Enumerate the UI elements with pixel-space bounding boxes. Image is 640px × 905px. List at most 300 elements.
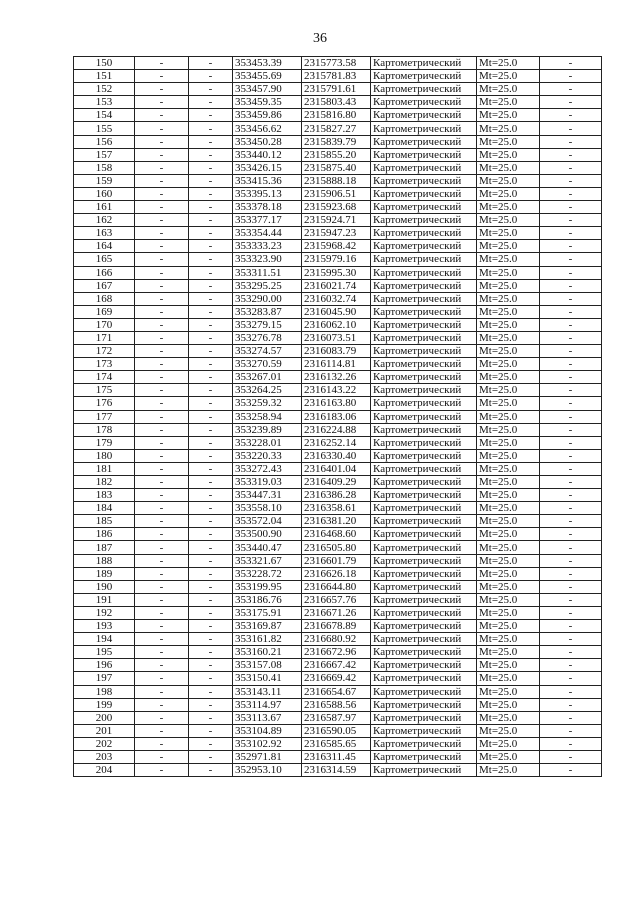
empty-cell-1: -	[135, 135, 189, 148]
table-row	[74, 567, 602, 580]
empty-cell-3: -	[540, 764, 602, 777]
empty-cell-2: -	[189, 685, 233, 698]
empty-cell-3: -	[540, 96, 602, 109]
accuracy-cell: Mt=25.0	[477, 541, 540, 554]
method-cell: Картометрический	[371, 672, 477, 685]
method-cell: Картометрический	[371, 711, 477, 724]
y-coordinate-cell: 2315803.43	[302, 96, 371, 109]
point-number-cell: 181	[74, 462, 135, 475]
table-row	[74, 659, 602, 672]
empty-cell-1: -	[135, 83, 189, 96]
y-coordinate-cell: 2316073.51	[302, 331, 371, 344]
x-coordinate-cell: 353378.18	[233, 201, 302, 214]
method-cell: Картометрический	[371, 214, 477, 227]
empty-cell-1: -	[135, 554, 189, 567]
empty-cell-1: -	[135, 57, 189, 70]
empty-cell-2: -	[189, 227, 233, 240]
method-cell: Картометрический	[371, 397, 477, 410]
accuracy-cell: Mt=25.0	[477, 174, 540, 187]
point-number-cell: 154	[74, 109, 135, 122]
empty-cell-3: -	[540, 410, 602, 423]
accuracy-cell: Mt=25.0	[477, 672, 540, 685]
page-number: 36	[313, 31, 327, 46]
point-number-cell: 163	[74, 227, 135, 240]
table-row	[74, 436, 602, 449]
point-number-cell: 195	[74, 646, 135, 659]
point-number-cell: 175	[74, 384, 135, 397]
x-coordinate-cell: 353283.87	[233, 305, 302, 318]
empty-cell-3: -	[540, 436, 602, 449]
x-coordinate-cell: 353321.67	[233, 554, 302, 567]
y-coordinate-cell: 2316032.74	[302, 292, 371, 305]
empty-cell-2: -	[189, 148, 233, 161]
accuracy-cell: Mt=25.0	[477, 515, 540, 528]
point-number-cell: 194	[74, 633, 135, 646]
table-row	[74, 476, 602, 489]
empty-cell-1: -	[135, 305, 189, 318]
point-number-cell: 160	[74, 187, 135, 200]
empty-cell-1: -	[135, 423, 189, 436]
x-coordinate-cell: 353295.25	[233, 279, 302, 292]
x-coordinate-cell: 353228.72	[233, 567, 302, 580]
y-coordinate-cell: 2316671.26	[302, 606, 371, 619]
table-row	[74, 541, 602, 554]
empty-cell-2: -	[189, 633, 233, 646]
empty-cell-2: -	[189, 331, 233, 344]
y-coordinate-cell: 2316163.80	[302, 397, 371, 410]
empty-cell-3: -	[540, 580, 602, 593]
point-number-cell: 202	[74, 737, 135, 750]
accuracy-cell: Mt=25.0	[477, 214, 540, 227]
empty-cell-2: -	[189, 580, 233, 593]
empty-cell-2: -	[189, 266, 233, 279]
method-cell: Картометрический	[371, 345, 477, 358]
empty-cell-2: -	[189, 750, 233, 763]
x-coordinate-cell: 353447.31	[233, 489, 302, 502]
x-coordinate-cell: 353459.86	[233, 109, 302, 122]
point-number-cell: 170	[74, 318, 135, 331]
y-coordinate-cell: 2316045.90	[302, 305, 371, 318]
method-cell: Картометрический	[371, 724, 477, 737]
empty-cell-1: -	[135, 737, 189, 750]
accuracy-cell: Mt=25.0	[477, 266, 540, 279]
empty-cell-2: -	[189, 646, 233, 659]
table-row	[74, 227, 602, 240]
empty-cell-3: -	[540, 633, 602, 646]
x-coordinate-cell: 353453.39	[233, 57, 302, 70]
method-cell: Картометрический	[371, 554, 477, 567]
y-coordinate-cell: 2316590.05	[302, 724, 371, 737]
point-number-cell: 173	[74, 358, 135, 371]
x-coordinate-cell: 353290.00	[233, 292, 302, 305]
y-coordinate-cell: 2315855.20	[302, 148, 371, 161]
point-number-cell: 179	[74, 436, 135, 449]
y-coordinate-cell: 2315968.42	[302, 240, 371, 253]
method-cell: Картометрический	[371, 318, 477, 331]
empty-cell-1: -	[135, 161, 189, 174]
empty-cell-1: -	[135, 292, 189, 305]
x-coordinate-cell: 353157.08	[233, 659, 302, 672]
y-coordinate-cell: 2316657.76	[302, 593, 371, 606]
empty-cell-1: -	[135, 698, 189, 711]
accuracy-cell: Mt=25.0	[477, 70, 540, 83]
accuracy-cell: Mt=25.0	[477, 449, 540, 462]
accuracy-cell: Mt=25.0	[477, 567, 540, 580]
x-coordinate-cell: 353276.78	[233, 331, 302, 344]
x-coordinate-cell: 353114.97	[233, 698, 302, 711]
table-row	[74, 724, 602, 737]
x-coordinate-cell: 353440.47	[233, 541, 302, 554]
accuracy-cell: Mt=25.0	[477, 476, 540, 489]
accuracy-cell: Mt=25.0	[477, 318, 540, 331]
table-row	[74, 410, 602, 423]
y-coordinate-cell: 2316672.96	[302, 646, 371, 659]
method-cell: Картометрический	[371, 83, 477, 96]
method-cell: Картометрический	[371, 502, 477, 515]
y-coordinate-cell: 2316021.74	[302, 279, 371, 292]
point-number-cell: 185	[74, 515, 135, 528]
empty-cell-3: -	[540, 122, 602, 135]
accuracy-cell: Mt=25.0	[477, 764, 540, 777]
y-coordinate-cell: 2316601.79	[302, 554, 371, 567]
point-number-cell: 161	[74, 201, 135, 214]
empty-cell-3: -	[540, 279, 602, 292]
empty-cell-1: -	[135, 724, 189, 737]
empty-cell-2: -	[189, 764, 233, 777]
empty-cell-1: -	[135, 436, 189, 449]
empty-cell-1: -	[135, 214, 189, 227]
method-cell: Картометрический	[371, 489, 477, 502]
method-cell: Картометрический	[371, 646, 477, 659]
accuracy-cell: Mt=25.0	[477, 279, 540, 292]
method-cell: Картометрический	[371, 449, 477, 462]
table-row	[74, 633, 602, 646]
empty-cell-2: -	[189, 528, 233, 541]
table-row	[74, 620, 602, 633]
accuracy-cell: Mt=25.0	[477, 109, 540, 122]
empty-cell-1: -	[135, 449, 189, 462]
table-row	[74, 685, 602, 698]
method-cell: Картометрический	[371, 96, 477, 109]
x-coordinate-cell: 353113.67	[233, 711, 302, 724]
empty-cell-1: -	[135, 174, 189, 187]
point-number-cell: 199	[74, 698, 135, 711]
empty-cell-3: -	[540, 476, 602, 489]
accuracy-cell: Mt=25.0	[477, 122, 540, 135]
x-coordinate-cell: 353160.21	[233, 646, 302, 659]
table-row	[74, 135, 602, 148]
y-coordinate-cell: 2315924.71	[302, 214, 371, 227]
empty-cell-2: -	[189, 201, 233, 214]
accuracy-cell: Mt=25.0	[477, 201, 540, 214]
empty-cell-1: -	[135, 515, 189, 528]
empty-cell-2: -	[189, 724, 233, 737]
accuracy-cell: Mt=25.0	[477, 148, 540, 161]
empty-cell-2: -	[189, 436, 233, 449]
empty-cell-1: -	[135, 109, 189, 122]
empty-cell-2: -	[189, 96, 233, 109]
empty-cell-3: -	[540, 318, 602, 331]
y-coordinate-cell: 2315827.27	[302, 122, 371, 135]
y-coordinate-cell: 2315906.51	[302, 187, 371, 200]
method-cell: Картометрический	[371, 135, 477, 148]
y-coordinate-cell: 2316667.42	[302, 659, 371, 672]
y-coordinate-cell: 2316381.20	[302, 515, 371, 528]
x-coordinate-cell: 353143.11	[233, 685, 302, 698]
empty-cell-3: -	[540, 174, 602, 187]
x-coordinate-cell: 353102.92	[233, 737, 302, 750]
x-coordinate-cell: 353272.43	[233, 462, 302, 475]
x-coordinate-cell: 353323.90	[233, 253, 302, 266]
accuracy-cell: Mt=25.0	[477, 646, 540, 659]
table-row	[74, 305, 602, 318]
empty-cell-2: -	[189, 397, 233, 410]
x-coordinate-cell: 353258.94	[233, 410, 302, 423]
method-cell: Картометрический	[371, 567, 477, 580]
empty-cell-1: -	[135, 620, 189, 633]
x-coordinate-cell: 353572.04	[233, 515, 302, 528]
empty-cell-2: -	[189, 345, 233, 358]
point-number-cell: 177	[74, 410, 135, 423]
method-cell: Картометрический	[371, 253, 477, 266]
method-cell: Картометрический	[371, 620, 477, 633]
empty-cell-2: -	[189, 423, 233, 436]
x-coordinate-cell: 353457.90	[233, 83, 302, 96]
empty-cell-2: -	[189, 737, 233, 750]
empty-cell-1: -	[135, 358, 189, 371]
y-coordinate-cell: 2316358.61	[302, 502, 371, 515]
y-coordinate-cell: 2315816.80	[302, 109, 371, 122]
table-row	[74, 593, 602, 606]
empty-cell-2: -	[189, 541, 233, 554]
x-coordinate-cell: 352971.81	[233, 750, 302, 763]
method-cell: Картометрический	[371, 161, 477, 174]
empty-cell-2: -	[189, 292, 233, 305]
point-number-cell: 201	[74, 724, 135, 737]
y-coordinate-cell: 2316505.80	[302, 541, 371, 554]
x-coordinate-cell: 353459.35	[233, 96, 302, 109]
accuracy-cell: Mt=25.0	[477, 253, 540, 266]
empty-cell-2: -	[189, 593, 233, 606]
table-row	[74, 109, 602, 122]
point-number-cell: 151	[74, 70, 135, 83]
empty-cell-2: -	[189, 515, 233, 528]
point-number-cell: 197	[74, 672, 135, 685]
x-coordinate-cell: 353104.89	[233, 724, 302, 737]
method-cell: Картометрический	[371, 410, 477, 423]
y-coordinate-cell: 2315995.30	[302, 266, 371, 279]
empty-cell-1: -	[135, 567, 189, 580]
point-number-cell: 176	[74, 397, 135, 410]
method-cell: Картометрический	[371, 227, 477, 240]
empty-cell-2: -	[189, 305, 233, 318]
y-coordinate-cell: 2316114.81	[302, 358, 371, 371]
y-coordinate-cell: 2316183.06	[302, 410, 371, 423]
table-row	[74, 214, 602, 227]
empty-cell-3: -	[540, 70, 602, 83]
empty-cell-1: -	[135, 593, 189, 606]
accuracy-cell: Mt=25.0	[477, 397, 540, 410]
table-row	[74, 489, 602, 502]
y-coordinate-cell: 2316669.42	[302, 672, 371, 685]
x-coordinate-cell: 353455.69	[233, 70, 302, 83]
method-cell: Картометрический	[371, 423, 477, 436]
accuracy-cell: Mt=25.0	[477, 659, 540, 672]
empty-cell-1: -	[135, 279, 189, 292]
point-number-cell: 188	[74, 554, 135, 567]
empty-cell-1: -	[135, 331, 189, 344]
method-cell: Картометрический	[371, 541, 477, 554]
empty-cell-2: -	[189, 606, 233, 619]
accuracy-cell: Mt=25.0	[477, 750, 540, 763]
accuracy-cell: Mt=25.0	[477, 161, 540, 174]
x-coordinate-cell: 353279.15	[233, 318, 302, 331]
y-coordinate-cell: 2316587.97	[302, 711, 371, 724]
point-number-cell: 164	[74, 240, 135, 253]
empty-cell-2: -	[189, 672, 233, 685]
method-cell: Картометрический	[371, 737, 477, 750]
empty-cell-3: -	[540, 214, 602, 227]
accuracy-cell: Mt=25.0	[477, 685, 540, 698]
accuracy-cell: Mt=25.0	[477, 528, 540, 541]
accuracy-cell: Mt=25.0	[477, 187, 540, 200]
empty-cell-3: -	[540, 515, 602, 528]
accuracy-cell: Mt=25.0	[477, 554, 540, 567]
y-coordinate-cell: 2316311.45	[302, 750, 371, 763]
table-row	[74, 201, 602, 214]
empty-cell-1: -	[135, 240, 189, 253]
accuracy-cell: Mt=25.0	[477, 410, 540, 423]
empty-cell-2: -	[189, 502, 233, 515]
y-coordinate-cell: 2315947.23	[302, 227, 371, 240]
y-coordinate-cell: 2315923.68	[302, 201, 371, 214]
method-cell: Картометрический	[371, 685, 477, 698]
point-number-cell: 191	[74, 593, 135, 606]
empty-cell-3: -	[540, 331, 602, 344]
x-coordinate-cell: 353150.41	[233, 672, 302, 685]
accuracy-cell: Mt=25.0	[477, 358, 540, 371]
table-row	[74, 96, 602, 109]
table-row	[74, 345, 602, 358]
table-row	[74, 174, 602, 187]
accuracy-cell: Mt=25.0	[477, 489, 540, 502]
empty-cell-2: -	[189, 711, 233, 724]
empty-cell-1: -	[135, 122, 189, 135]
x-coordinate-cell: 353228.01	[233, 436, 302, 449]
point-number-cell: 200	[74, 711, 135, 724]
point-number-cell: 169	[74, 305, 135, 318]
point-number-cell: 203	[74, 750, 135, 763]
accuracy-cell: Mt=25.0	[477, 331, 540, 344]
empty-cell-3: -	[540, 253, 602, 266]
point-number-cell: 180	[74, 449, 135, 462]
table-row	[74, 358, 602, 371]
method-cell: Картометрический	[371, 305, 477, 318]
x-coordinate-cell: 353259.32	[233, 397, 302, 410]
empty-cell-3: -	[540, 567, 602, 580]
empty-cell-1: -	[135, 711, 189, 724]
empty-cell-1: -	[135, 266, 189, 279]
empty-cell-3: -	[540, 227, 602, 240]
accuracy-cell: Mt=25.0	[477, 227, 540, 240]
empty-cell-3: -	[540, 462, 602, 475]
empty-cell-2: -	[189, 240, 233, 253]
y-coordinate-cell: 2315773.58	[302, 57, 371, 70]
empty-cell-1: -	[135, 318, 189, 331]
accuracy-cell: Mt=25.0	[477, 384, 540, 397]
table-row	[74, 554, 602, 567]
accuracy-cell: Mt=25.0	[477, 724, 540, 737]
y-coordinate-cell: 2316083.79	[302, 345, 371, 358]
empty-cell-2: -	[189, 161, 233, 174]
empty-cell-2: -	[189, 318, 233, 331]
empty-cell-1: -	[135, 489, 189, 502]
point-number-cell: 156	[74, 135, 135, 148]
method-cell: Картометрический	[371, 593, 477, 606]
y-coordinate-cell: 2315888.18	[302, 174, 371, 187]
method-cell: Картометрический	[371, 528, 477, 541]
x-coordinate-cell: 353175.91	[233, 606, 302, 619]
empty-cell-1: -	[135, 371, 189, 384]
y-coordinate-cell: 2315875.40	[302, 161, 371, 174]
method-cell: Картометрический	[371, 201, 477, 214]
y-coordinate-cell: 2316468.60	[302, 528, 371, 541]
empty-cell-1: -	[135, 672, 189, 685]
method-cell: Картометрический	[371, 122, 477, 135]
table-row	[74, 750, 602, 763]
point-number-cell: 182	[74, 476, 135, 489]
empty-cell-1: -	[135, 148, 189, 161]
table-row	[74, 606, 602, 619]
x-coordinate-cell: 353161.82	[233, 633, 302, 646]
empty-cell-3: -	[540, 502, 602, 515]
empty-cell-1: -	[135, 541, 189, 554]
empty-cell-2: -	[189, 567, 233, 580]
x-coordinate-cell: 353319.03	[233, 476, 302, 489]
empty-cell-3: -	[540, 358, 602, 371]
empty-cell-3: -	[540, 737, 602, 750]
accuracy-cell: Mt=25.0	[477, 502, 540, 515]
point-number-cell: 192	[74, 606, 135, 619]
point-number-cell: 174	[74, 371, 135, 384]
empty-cell-1: -	[135, 397, 189, 410]
table-row	[74, 83, 602, 96]
empty-cell-3: -	[540, 554, 602, 567]
empty-cell-3: -	[540, 109, 602, 122]
point-number-cell: 196	[74, 659, 135, 672]
x-coordinate-cell: 353270.59	[233, 358, 302, 371]
empty-cell-2: -	[189, 384, 233, 397]
empty-cell-1: -	[135, 187, 189, 200]
y-coordinate-cell: 2316062.10	[302, 318, 371, 331]
empty-cell-3: -	[540, 384, 602, 397]
point-number-cell: 162	[74, 214, 135, 227]
method-cell: Картометрический	[371, 515, 477, 528]
y-coordinate-cell: 2316585.65	[302, 737, 371, 750]
empty-cell-2: -	[189, 109, 233, 122]
point-number-cell: 186	[74, 528, 135, 541]
empty-cell-2: -	[189, 554, 233, 567]
accuracy-cell: Mt=25.0	[477, 620, 540, 633]
table-row	[74, 698, 602, 711]
empty-cell-1: -	[135, 253, 189, 266]
empty-cell-2: -	[189, 659, 233, 672]
table-row	[74, 737, 602, 750]
empty-cell-3: -	[540, 724, 602, 737]
method-cell: Картометрический	[371, 580, 477, 593]
empty-cell-3: -	[540, 345, 602, 358]
table-row	[74, 331, 602, 344]
